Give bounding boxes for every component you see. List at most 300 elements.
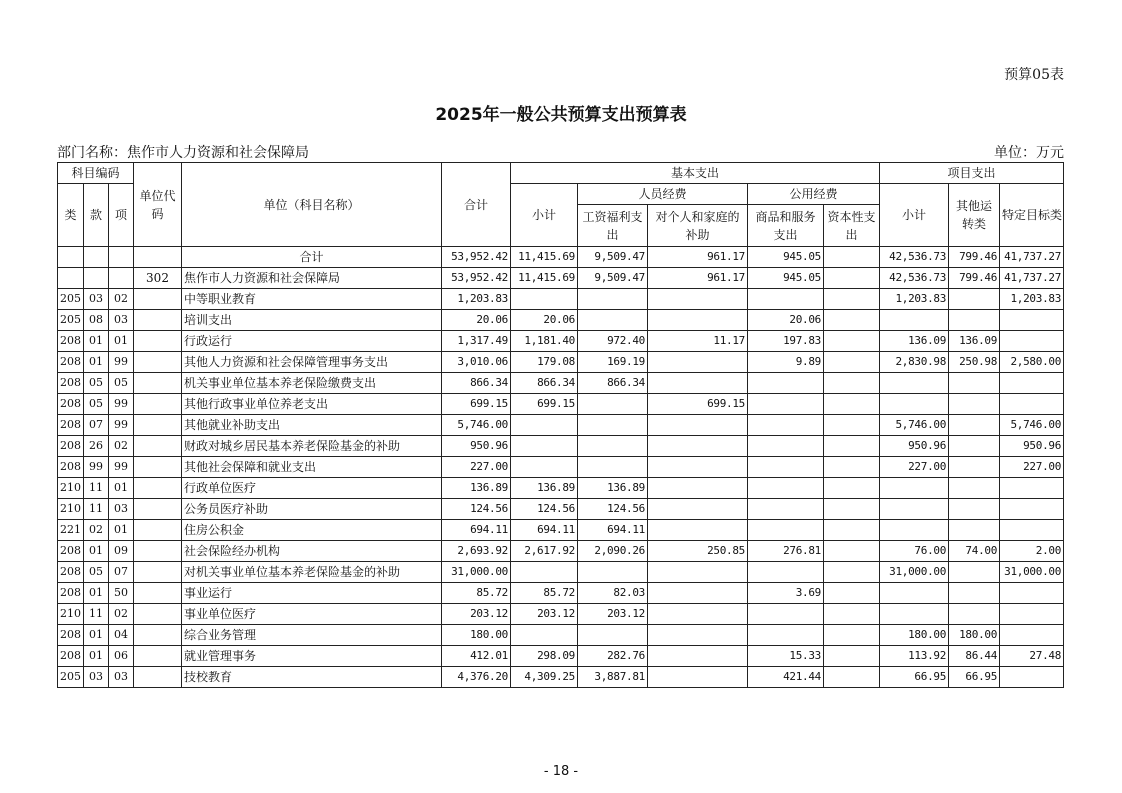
total-cell: 950.96 [442,436,511,457]
project-subtotal-cell: 950.96 [880,436,949,457]
table-row [58,625,1064,646]
capital-cell [824,667,880,688]
project-subtotal-cell [880,520,949,541]
goods-services-cell [748,478,824,499]
unit-name-header: 单位（科目名称） [182,163,442,247]
kuan-cell [84,268,109,289]
kuan-cell: 99 [84,457,109,478]
specific-target-cell: 2,580.00 [1000,352,1064,373]
capital-cell [824,520,880,541]
family-subsidy-cell [648,604,748,625]
total-cell: 412.01 [442,646,511,667]
project-subtotal-cell [880,310,949,331]
kuan-cell: 01 [84,352,109,373]
total-cell: 3,010.06 [442,352,511,373]
subject-name-cell: 机关事业单位基本养老保险缴费支出 [182,373,442,394]
goods-services-cell [748,457,824,478]
lei-cell [58,268,84,289]
total-cell: 180.00 [442,625,511,646]
unit-code-cell [134,625,182,646]
family-subsidy-header: 对个人和家庭的补助 [648,205,748,247]
public-header: 公用经费 [748,184,880,205]
xiang-cell [109,247,134,268]
total-cell: 136.89 [442,478,511,499]
lei-cell: 208 [58,562,84,583]
subject-name-cell: 行政单位医疗 [182,478,442,499]
total-cell: 699.15 [442,394,511,415]
unit-code-cell [134,562,182,583]
family-subsidy-cell [648,562,748,583]
basic-subtotal-cell: 85.72 [511,583,578,604]
specific-target-cell: 41,737.27 [1000,268,1064,289]
other-transfer-cell [949,457,1000,478]
family-subsidy-cell: 11.17 [648,331,748,352]
kuan-cell: 03 [84,289,109,310]
capital-cell [824,289,880,310]
specific-target-cell [1000,499,1064,520]
project-subtotal-cell: 31,000.00 [880,562,949,583]
basic-subtotal-cell [511,436,578,457]
lei-cell: 205 [58,667,84,688]
total-cell: 227.00 [442,457,511,478]
unit-code-cell [134,247,182,268]
project-subtotal-cell: 113.92 [880,646,949,667]
table-row [58,604,1064,625]
other-transfer-cell [949,289,1000,310]
unit-code-cell [134,457,182,478]
capital-cell [824,646,880,667]
project-subtotal-header: 小计 [880,184,949,247]
project-subtotal-cell: 227.00 [880,457,949,478]
capital-cell [824,625,880,646]
basic-subtotal-cell: 298.09 [511,646,578,667]
basic-subtotal-cell: 2,617.92 [511,541,578,562]
family-subsidy-cell [648,310,748,331]
other-transfer-cell [949,604,1000,625]
xiang-cell: 03 [109,667,134,688]
family-subsidy-cell: 961.17 [648,247,748,268]
kuan-cell: 01 [84,625,109,646]
kuan-cell: 05 [84,394,109,415]
other-transfer-cell: 180.00 [949,625,1000,646]
subject-name-cell: 事业运行 [182,583,442,604]
table-row [58,646,1064,667]
basic-subtotal-cell [511,289,578,310]
total-cell: 694.11 [442,520,511,541]
lei-cell: 208 [58,625,84,646]
lei-cell: 208 [58,646,84,667]
specific-target-cell [1000,520,1064,541]
family-subsidy-cell [648,646,748,667]
table-row [58,352,1064,373]
lei-cell: 208 [58,436,84,457]
capital-cell [824,583,880,604]
other-transfer-cell [949,562,1000,583]
goods-services-cell [748,499,824,520]
salary-cell: 2,090.26 [578,541,648,562]
total-cell: 31,000.00 [442,562,511,583]
specific-target-cell: 27.48 [1000,646,1064,667]
kuan-cell: 08 [84,310,109,331]
other-transfer-cell [949,415,1000,436]
family-subsidy-cell [648,373,748,394]
specific-target-cell [1000,310,1064,331]
xiang-cell: 01 [109,331,134,352]
basic-subtotal-cell: 1,181.40 [511,331,578,352]
capital-cell [824,499,880,520]
project-subtotal-cell [880,583,949,604]
project-subtotal-cell: 2,830.98 [880,352,949,373]
xiang-cell: 02 [109,289,134,310]
table-row [58,583,1064,604]
project-subtotal-cell: 66.95 [880,667,949,688]
basic-subtotal-cell: 136.89 [511,478,578,499]
specific-target-cell [1000,583,1064,604]
project-subtotal-cell: 42,536.73 [880,268,949,289]
lei-cell: 208 [58,583,84,604]
total-cell: 20.06 [442,310,511,331]
total-cell: 124.56 [442,499,511,520]
kuan-cell: 11 [84,478,109,499]
total-cell: 85.72 [442,583,511,604]
goods-services-cell: 197.83 [748,331,824,352]
capital-cell [824,352,880,373]
family-subsidy-cell [648,415,748,436]
capital-cell [824,457,880,478]
table-row [58,247,1064,268]
basic-subtotal-cell: 866.34 [511,373,578,394]
subject-name-cell: 住房公积金 [182,520,442,541]
table-row [58,415,1064,436]
total-cell: 1,317.49 [442,331,511,352]
other-transfer-cell: 799.46 [949,247,1000,268]
project-subtotal-cell [880,478,949,499]
basic-subtotal-cell [511,562,578,583]
basic-subtotal-cell: 694.11 [511,520,578,541]
project-subtotal-cell [880,373,949,394]
subject-name-cell: 对机关事业单位基本养老保险基金的补助 [182,562,442,583]
kuan-cell: 02 [84,520,109,541]
unit-code-cell [134,415,182,436]
unit-code-cell [134,394,182,415]
lei-cell: 208 [58,457,84,478]
family-subsidy-cell [648,289,748,310]
goods-services-cell: 20.06 [748,310,824,331]
table-row [58,289,1064,310]
goods-services-cell [748,625,824,646]
goods-services-cell: 15.33 [748,646,824,667]
capital-cell [824,373,880,394]
xiang-header: 项 [109,184,134,247]
basic-subtotal-cell: 11,415.69 [511,247,578,268]
subject-name-cell: 其他行政事业单位养老支出 [182,394,442,415]
basic-subtotal-header: 小计 [511,184,578,247]
table-row [58,478,1064,499]
subject-name-cell: 其他就业补助支出 [182,415,442,436]
specific-target-cell: 2.00 [1000,541,1064,562]
total-cell: 53,952.42 [442,247,511,268]
xiang-cell: 02 [109,604,134,625]
capital-cell [824,310,880,331]
department-name: 部门名称：焦作市人力资源和社会保障局 [57,145,309,161]
lei-cell: 208 [58,331,84,352]
xiang-cell: 05 [109,373,134,394]
family-subsidy-cell [648,520,748,541]
other-transfer-cell: 74.00 [949,541,1000,562]
lei-cell: 208 [58,373,84,394]
kuan-cell: 05 [84,373,109,394]
basic-subtotal-cell [511,625,578,646]
xiang-cell: 04 [109,625,134,646]
salary-cell [578,562,648,583]
total-cell: 866.34 [442,373,511,394]
other-transfer-cell: 136.09 [949,331,1000,352]
subject-name-cell: 事业单位医疗 [182,604,442,625]
family-subsidy-cell [648,478,748,499]
subject-name-cell: 合计 [182,247,442,268]
xiang-cell: 03 [109,499,134,520]
kuan-cell: 01 [84,646,109,667]
salary-cell [578,415,648,436]
capital-header: 资本性支出 [824,205,880,247]
basic-subtotal-cell [511,415,578,436]
capital-cell [824,562,880,583]
unit-code-cell [134,289,182,310]
table-row [58,520,1064,541]
goods-services-cell [748,604,824,625]
kuan-cell: 11 [84,604,109,625]
other-transfer-cell [949,436,1000,457]
kuan-cell: 11 [84,499,109,520]
table-row [58,667,1064,688]
table-row [58,541,1064,562]
other-transfer-cell [949,394,1000,415]
family-subsidy-cell [648,436,748,457]
subject-name-cell: 财政对城乡居民基本养老保险基金的补助 [182,436,442,457]
family-subsidy-cell [648,499,748,520]
goods-services-cell: 945.05 [748,247,824,268]
specific-target-cell: 950.96 [1000,436,1064,457]
salary-cell: 124.56 [578,499,648,520]
table-row [58,436,1064,457]
project-subtotal-cell: 5,746.00 [880,415,949,436]
subject-name-cell: 中等职业教育 [182,289,442,310]
basic-subtotal-cell: 124.56 [511,499,578,520]
specific-target-cell [1000,625,1064,646]
lei-header: 类 [58,184,84,247]
page-title: 2025年一般公共预算支出预算表 [435,105,687,125]
salary-cell: 866.34 [578,373,648,394]
xiang-cell: 07 [109,562,134,583]
salary-cell: 9,509.47 [578,268,648,289]
xiang-cell [109,268,134,289]
kuan-cell: 01 [84,583,109,604]
kuan-cell [84,247,109,268]
specific-target-header: 特定目标类 [1000,184,1064,247]
kuan-cell: 26 [84,436,109,457]
xiang-cell: 99 [109,457,134,478]
table-row [58,457,1064,478]
subject-name-cell: 公务员医疗补助 [182,499,442,520]
capital-cell [824,604,880,625]
goods-services-cell: 945.05 [748,268,824,289]
other-transfer-cell: 86.44 [949,646,1000,667]
unit-code-cell [134,373,182,394]
lei-cell [58,247,84,268]
table-row [58,268,1064,289]
project-subtotal-cell: 1,203.83 [880,289,949,310]
unit-code-cell [134,352,182,373]
other-transfer-cell [949,478,1000,499]
unit-code-cell [134,478,182,499]
goods-services-cell: 9.89 [748,352,824,373]
other-transfer-cell [949,499,1000,520]
subject-name-cell: 技校教育 [182,667,442,688]
other-transfer-cell [949,310,1000,331]
lei-cell: 208 [58,541,84,562]
other-transfer-cell: 66.95 [949,667,1000,688]
unit-code-cell [134,541,182,562]
subject-name-cell: 综合业务管理 [182,625,442,646]
family-subsidy-cell [648,352,748,373]
basic-subtotal-cell: 179.08 [511,352,578,373]
salary-cell: 136.89 [578,478,648,499]
subject-name-cell: 行政运行 [182,331,442,352]
table-id: 预算05表 [1004,67,1064,83]
table-row [58,373,1064,394]
specific-target-cell: 5,746.00 [1000,415,1064,436]
lei-cell: 208 [58,394,84,415]
salary-cell [578,310,648,331]
unit-code-cell: 302 [134,268,182,289]
capital-cell [824,541,880,562]
salary-cell: 694.11 [578,520,648,541]
salary-cell: 9,509.47 [578,247,648,268]
total-cell: 1,203.83 [442,289,511,310]
xiang-cell: 99 [109,394,134,415]
unit-code-cell [134,310,182,331]
capital-cell [824,478,880,499]
kuan-header: 款 [84,184,109,247]
basic-subtotal-cell: 4,309.25 [511,667,578,688]
project-expenditure-header: 项目支出 [880,163,1064,184]
other-transfer-cell: 799.46 [949,268,1000,289]
capital-cell [824,268,880,289]
project-subtotal-cell: 136.09 [880,331,949,352]
family-subsidy-cell: 250.85 [648,541,748,562]
kuan-cell: 05 [84,562,109,583]
xiang-cell: 50 [109,583,134,604]
salary-cell: 972.40 [578,331,648,352]
specific-target-cell [1000,667,1064,688]
basic-expenditure-header: 基本支出 [511,163,880,184]
specific-target-cell: 227.00 [1000,457,1064,478]
family-subsidy-cell: 699.15 [648,394,748,415]
project-subtotal-cell: 180.00 [880,625,949,646]
xiang-cell: 01 [109,478,134,499]
xiang-cell: 99 [109,415,134,436]
salary-cell [578,436,648,457]
salary-cell [578,457,648,478]
goods-services-cell [748,289,824,310]
unit-code-header: 单位代码 [134,163,182,247]
unit-code-cell [134,520,182,541]
specific-target-cell [1000,478,1064,499]
goods-services-cell [748,436,824,457]
xiang-cell: 06 [109,646,134,667]
lei-cell: 221 [58,520,84,541]
project-subtotal-cell: 42,536.73 [880,247,949,268]
lei-cell: 205 [58,289,84,310]
total-cell: 2,693.92 [442,541,511,562]
unit-code-cell [134,583,182,604]
table-row [58,310,1064,331]
salary-cell: 203.12 [578,604,648,625]
specific-target-cell: 31,000.00 [1000,562,1064,583]
basic-subtotal-cell: 203.12 [511,604,578,625]
unit-label: 单位：万元 [994,145,1064,161]
goods-services-cell [748,394,824,415]
total-header: 合计 [442,163,511,247]
project-subtotal-cell [880,604,949,625]
total-cell: 4,376.20 [442,667,511,688]
salary-cell [578,625,648,646]
other-transfer-cell [949,520,1000,541]
specific-target-cell [1000,604,1064,625]
table-row [58,499,1064,520]
subject-name-cell: 焦作市人力资源和社会保障局 [182,268,442,289]
xiang-cell: 09 [109,541,134,562]
goods-services-header: 商品和服务支出 [748,205,824,247]
specific-target-cell: 1,203.83 [1000,289,1064,310]
lei-cell: 210 [58,499,84,520]
other-transfer-cell: 250.98 [949,352,1000,373]
xiang-cell: 03 [109,310,134,331]
page-number: - 18 - [543,764,579,779]
goods-services-cell [748,415,824,436]
specific-target-cell: 41,737.27 [1000,247,1064,268]
salary-cell: 169.19 [578,352,648,373]
kuan-cell: 01 [84,541,109,562]
table-row [58,562,1064,583]
family-subsidy-cell [648,457,748,478]
xiang-cell: 01 [109,520,134,541]
salary-cell: 282.76 [578,646,648,667]
other-transfer-header: 其他运转类 [949,184,1000,247]
xiang-cell: 02 [109,436,134,457]
unit-code-cell [134,436,182,457]
unit-code-cell [134,499,182,520]
table-row [58,394,1064,415]
specific-target-cell [1000,331,1064,352]
salary-header: 工资福利支出 [578,205,648,247]
table-header [58,163,1064,247]
family-subsidy-cell [648,667,748,688]
kuan-cell: 01 [84,331,109,352]
capital-cell [824,394,880,415]
unit-code-cell [134,604,182,625]
specific-target-cell [1000,373,1064,394]
xiang-cell: 99 [109,352,134,373]
goods-services-cell [748,520,824,541]
salary-cell: 82.03 [578,583,648,604]
salary-cell [578,289,648,310]
salary-cell [578,394,648,415]
goods-services-cell [748,373,824,394]
project-subtotal-cell [880,499,949,520]
capital-cell [824,331,880,352]
project-subtotal-cell [880,394,949,415]
